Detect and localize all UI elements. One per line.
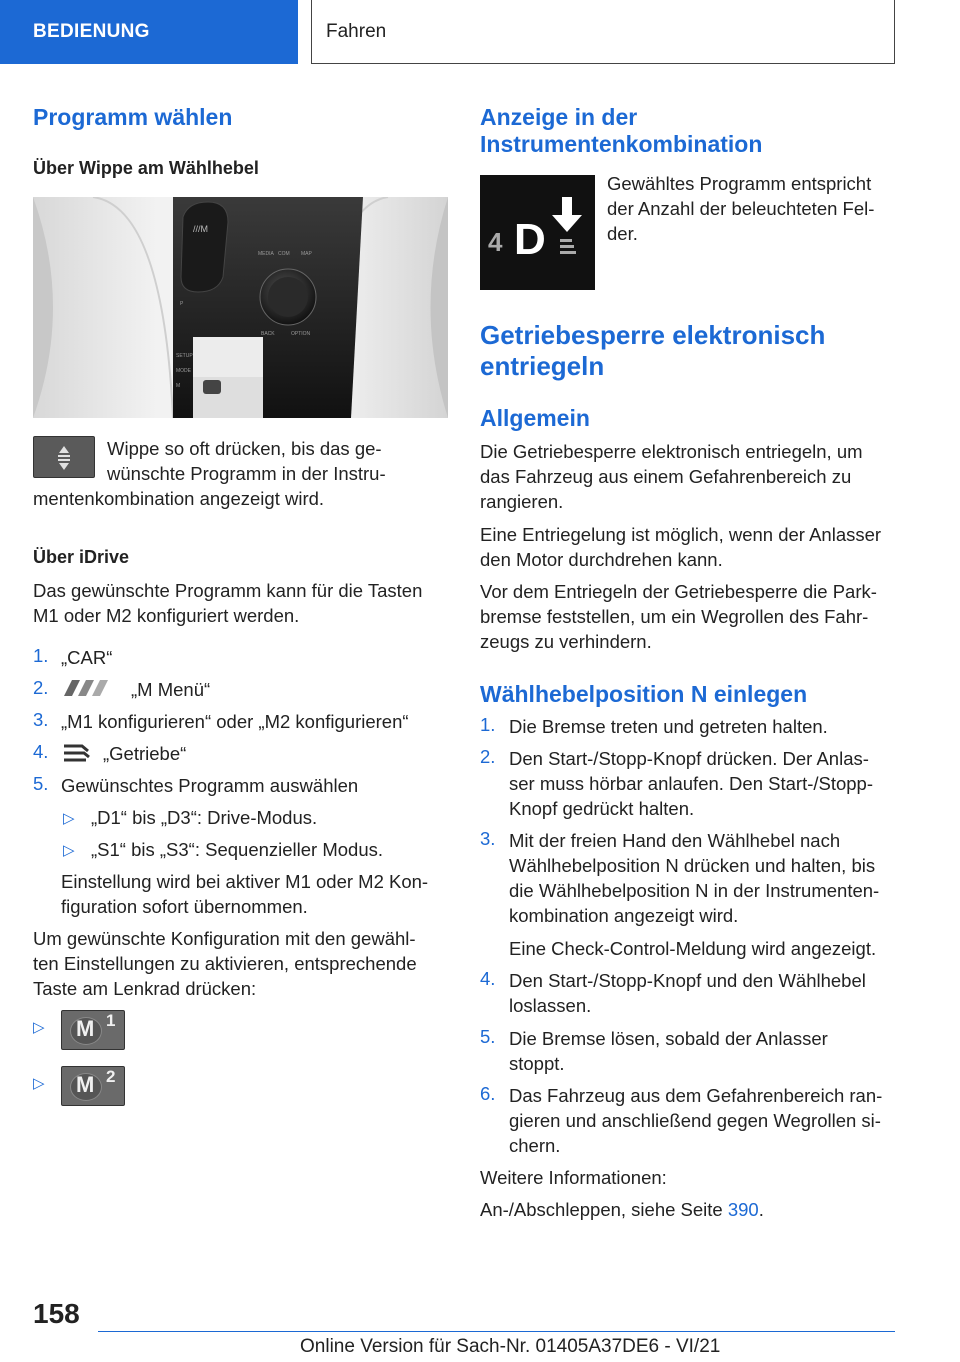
reference-end: .: [758, 1199, 764, 1220]
vorher-line2: bremse feststellen, um ein Wegrollen des Fahr‐: [480, 606, 869, 627]
section-title-getriebesperre-line2: entriegeln: [480, 351, 605, 381]
step-text: Das Fahrzeug aus dem Gefahrenbereich ran‐: [509, 1085, 883, 1106]
step-text: ser muss hörbar anlaufen. Den Start-/Stopp-: [509, 773, 874, 794]
step-text: Gewünschtes Programm auswählen: [61, 775, 359, 796]
step-number: 6.: [480, 1083, 496, 1104]
step-text: „M Menü“: [131, 679, 211, 700]
step-number: 3.: [33, 709, 49, 730]
step-note: Eine Check-Control-Meldung wird angezeigt.: [509, 938, 877, 959]
reference-text: An-/Abschleppen, siehe Seite: [480, 1199, 728, 1220]
step-text: gieren und anschließend gegen Wegrollen si‐: [509, 1110, 881, 1131]
konfig-line3: Taste am Lenkrad drücken:: [33, 978, 257, 999]
subheading-idrive: Über iDrive: [33, 547, 130, 567]
step-number: 1.: [480, 714, 496, 735]
step5-note-line2: figuration sofort übernommen.: [61, 896, 308, 917]
display-letter: D: [514, 215, 546, 264]
allgemein-line1: Die Getriebesperre elektronisch entriegeln, um: [480, 441, 863, 462]
svg-text:///M: ///M: [193, 224, 208, 234]
step-text: Die Bremse treten und getreten halten.: [509, 716, 828, 737]
anzeige-text-line1: Gewähltes Programm entspricht: [607, 173, 872, 194]
entriegelung-line2: den Motor durchdrehen kann.: [480, 549, 723, 570]
step-text: stoppt.: [509, 1053, 565, 1074]
step-text: Mit der freien Hand den Wählhebel nach: [509, 830, 841, 851]
section-title-getriebesperre-line1: Getriebesperre elektronisch: [480, 320, 826, 350]
steering-m2-button-icon: [61, 1066, 125, 1106]
anzeige-text-line2: der Anzahl der beleuchteten Fel‐: [607, 198, 875, 219]
step-number: 2.: [480, 746, 496, 767]
entriegelung-line1: Eine Entriegelung ist möglich, wenn der Anlasser: [480, 524, 882, 545]
display-number: 4: [488, 227, 503, 257]
step-number: 2.: [33, 677, 49, 698]
step-text: Knopf gedrückt halten.: [509, 798, 695, 819]
step-number: 4.: [33, 741, 49, 762]
step-text: Den Start-/Stopp-Knopf und den Wählhebel: [509, 970, 866, 991]
subheading-waehlhebel: Wählhebelposition N einlegen: [480, 681, 808, 707]
console-label-mode: MODE: [176, 368, 191, 374]
step-number: 1.: [33, 645, 49, 666]
chapter-header: [311, 0, 895, 64]
m1-sup: 1: [106, 1011, 116, 1030]
gear-console-image: [33, 197, 448, 418]
step-text: „Getriebe“: [103, 743, 187, 764]
step5-note-line1: Einstellung wird bei aktiver M1 oder M2 Kon‐: [61, 871, 429, 892]
weitere-info: Weitere Informationen:: [480, 1167, 667, 1188]
footer-version: Online Version für Sach-Nr. 01405A37DE6 - VI/21: [300, 1336, 721, 1357]
step-text: Die Bremse lösen, sobald der Anlasser: [509, 1028, 828, 1049]
m-menu-icon: [62, 678, 118, 698]
console-label-option: OPTION: [291, 331, 311, 337]
steering-m1-button-icon: [61, 1010, 125, 1050]
step-number: 3.: [480, 828, 496, 849]
step-number: 4.: [480, 968, 496, 989]
step-text: Wählhebelposition N drücken und halten, bis: [509, 855, 876, 876]
gear-console-illustration: [33, 197, 448, 418]
instrument-display-image: [480, 175, 595, 290]
wippe-text-line3: mentenkombination angezeigt wird.: [33, 488, 325, 509]
chapter-label: Fahren: [326, 20, 387, 42]
section-label: BEDIENUNG: [33, 21, 150, 42]
paddle-icon: [33, 436, 95, 478]
console-label-setup: SETUP: [176, 353, 193, 359]
console-label-com: COM: [278, 251, 290, 257]
idrive-paragraph-line1: Das gewünschte Programm kann für die Tasten: [33, 580, 423, 601]
bullet-triangle-icon: ▷: [33, 1019, 45, 1036]
konfig-line1: Um gewünschte Konfiguration mit den gewähl‐: [33, 928, 416, 949]
page-number: 158: [33, 1298, 80, 1329]
section-title-anzeige-line2: Instrumentenkombination: [480, 131, 763, 157]
m2-label: M: [76, 1072, 95, 1097]
bullet-text: „D1“ bis „D3“: Drive-Modus.: [91, 807, 318, 828]
step-text: Den Start-/Stopp-Knopf drücken. Der Anlas‐: [509, 748, 869, 769]
step-number: 5.: [33, 773, 49, 794]
step-text: „M1 konfigurieren“ oder „M2 konfigurieren“: [61, 711, 409, 732]
step-text: chern.: [509, 1135, 561, 1156]
step-text: „CAR“: [61, 647, 113, 668]
transmission-icon: [62, 742, 92, 764]
console-label-map: MAP: [301, 251, 312, 257]
section-title-programm: Programm wählen: [33, 104, 233, 130]
step-text: die Wählhebelposition N in der Instrumenten‐: [509, 880, 880, 901]
section-tab: [0, 0, 298, 64]
console-label-p: P: [180, 301, 184, 307]
bullet-triangle-icon: ▷: [63, 842, 75, 859]
paddle-arrows-icon: [34, 437, 94, 477]
step-number: 5.: [480, 1026, 496, 1047]
console-label-media: MEDIA: [258, 251, 274, 257]
m2-sup: 2: [106, 1067, 116, 1086]
footer-divider: [98, 1331, 895, 1332]
console-label-m: M: [176, 383, 181, 389]
allgemein-line3: rangieren.: [480, 491, 564, 512]
subheading-wippe: Über Wippe am Wählhebel: [33, 158, 259, 178]
bullet-text: „S1“ bis „S3“: Sequenzieller Modus.: [91, 839, 384, 860]
wippe-text-line1: Wippe so oft drücken, bis das ge‐: [107, 438, 382, 459]
anzeige-text-line3: der.: [607, 223, 638, 244]
section-title-anzeige-line1: Anzeige in der: [480, 104, 638, 130]
step-text: kombination angezeigt wird.: [509, 905, 739, 926]
step-text: loslassen.: [509, 995, 592, 1016]
page-reference-link[interactable]: 390: [727, 1199, 759, 1220]
konfig-line2: ten Einstellungen zu aktivieren, entsprechende: [33, 953, 417, 974]
reference-line: [480, 1197, 764, 1222]
console-label-back: BACK: [261, 331, 275, 337]
idrive-paragraph-line2: M1 oder M2 konfiguriert werden.: [33, 605, 300, 626]
subheading-allgemein: Allgemein: [480, 405, 590, 431]
bullet-triangle-icon: ▷: [63, 810, 75, 827]
bullet-triangle-icon: ▷: [33, 1075, 45, 1092]
allgemein-line2: das Fahrzeug aus einem Gefahrenbereich zu: [480, 466, 852, 487]
vorher-line3: zeugs zu verhindern.: [480, 631, 652, 652]
m1-label: M: [76, 1016, 95, 1041]
downshift-arrow-icon: [480, 175, 595, 290]
wippe-text-line2: wünschte Programm in der Instru‐: [107, 463, 386, 484]
vorher-line1: Vor dem Entriegeln der Getriebesperre die Park‐: [480, 581, 877, 602]
